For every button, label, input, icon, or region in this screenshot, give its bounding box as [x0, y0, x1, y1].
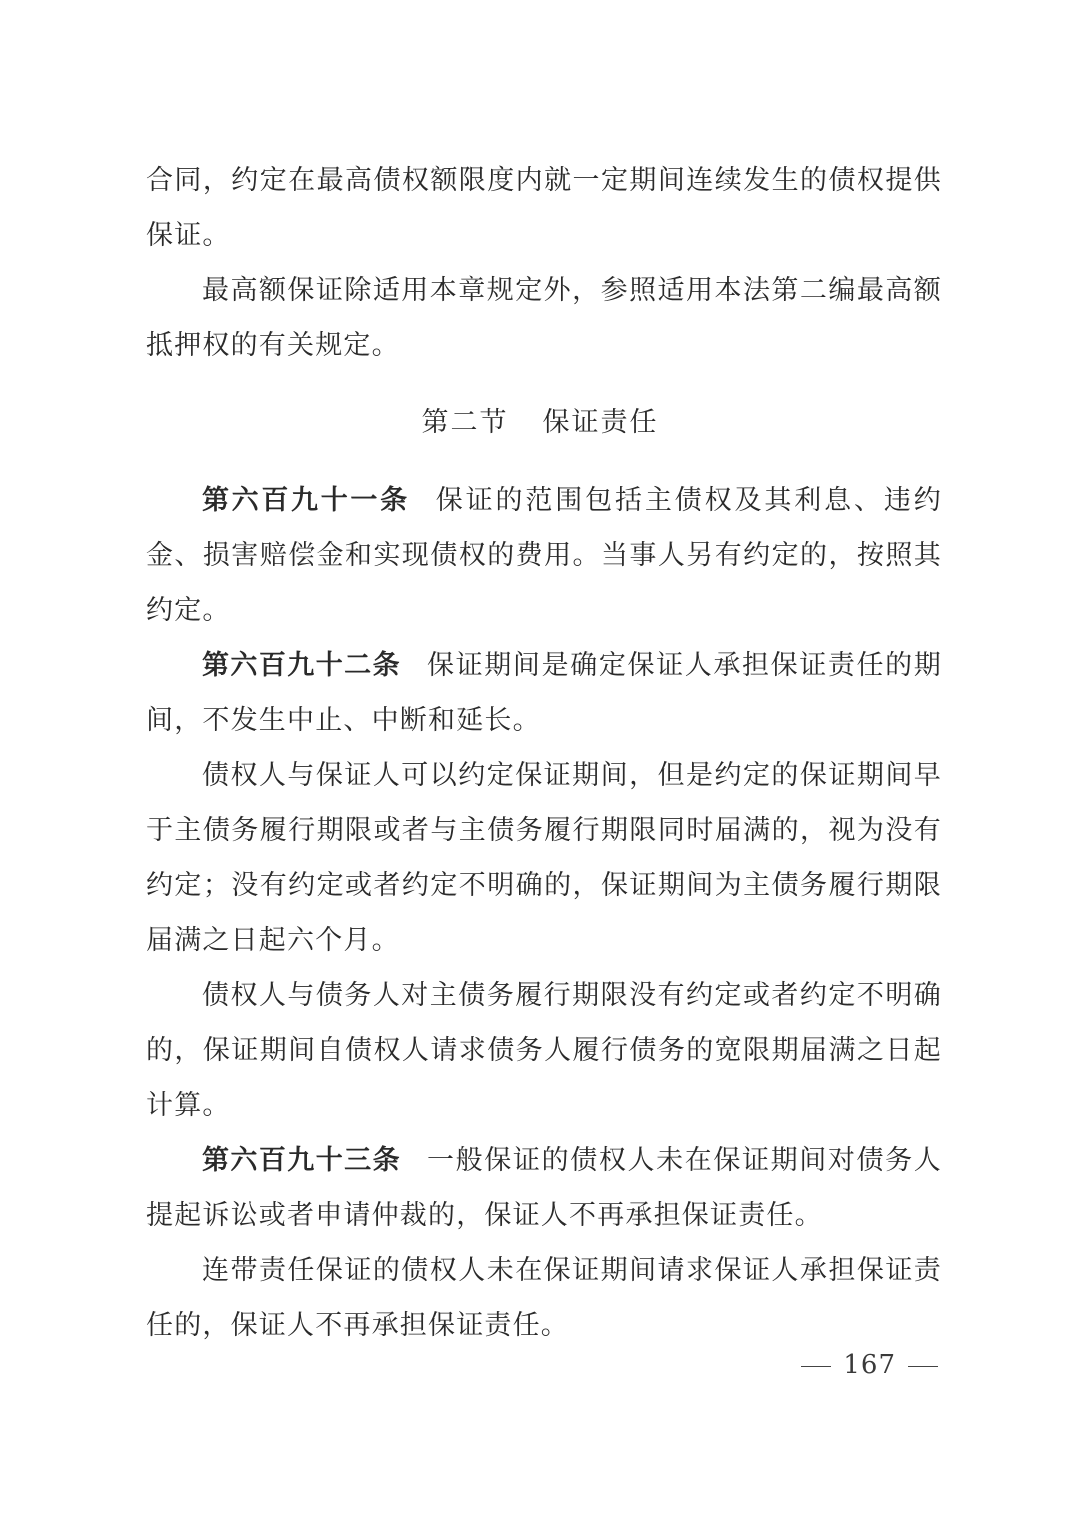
- page-number: 167: [843, 1350, 896, 1380]
- dash-left: [801, 1366, 831, 1367]
- article-text: 保证期间是确定保证人承担保证责任的期间，不发生中止、中断和延长。: [146, 650, 942, 736]
- article-text: 一般保证的债权人未在保证期间对债务人提起诉讼或者申请仲裁的，保证人不再承担保证责任。: [146, 1145, 942, 1231]
- article-label: 第六百九十一条: [202, 485, 410, 516]
- article-691: [146, 473, 942, 638]
- article-693-paragraph-2: 连带责任保证的债权人未在保证期间请求保证人承担保证责任的，保证人不再承担保证责任。: [146, 1255, 942, 1341]
- section-heading: [0, 395, 1080, 450]
- article-692: [146, 638, 942, 748]
- section-number: 第二节: [421, 407, 509, 438]
- paragraph-max-guarantee: 最高额保证除适用本章规定外，参照适用本法第二编最高额抵押权的有关规定。: [146, 275, 942, 361]
- article-text: 保证的范围包括主债权及其利息、违约金、损害赔偿金和实现债权的费用。当事人另有约定的，按照其约定。: [146, 485, 942, 626]
- article-label: 第六百九十三条: [202, 1145, 402, 1176]
- article-693: [146, 1133, 942, 1243]
- page-number-footer: [789, 1350, 950, 1380]
- article-692-paragraph-2: 债权人与保证人可以约定保证期间，但是约定的保证期间早于主债务履行期限或者与主债务履行期限同时届满的，视为没有约定；没有约定或者约定不明确的，保证期间为主债务履行期限届满之日起六个月。: [146, 760, 942, 956]
- articles-block: [146, 473, 942, 1353]
- article-692-paragraph-3: 债权人与债务人对主债务履行期限没有约定或者约定不明确的，保证期间自债权人请求债务人履行债务的宽限期届满之日起计算。: [146, 980, 942, 1121]
- dash-right: [908, 1366, 938, 1367]
- continued-paragraph: 合同，约定在最高债权额限度内就一定期间连续发生的债权提供保证。: [146, 165, 942, 251]
- top-continuation: [146, 153, 942, 373]
- section-title: 保证责任: [542, 407, 659, 438]
- article-label: 第六百九十二条: [202, 650, 402, 681]
